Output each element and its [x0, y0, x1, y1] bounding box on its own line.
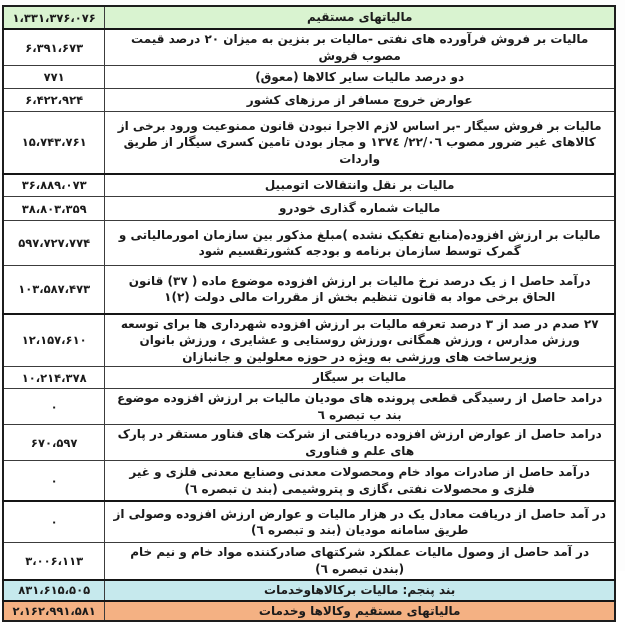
table-row-3 [3, 89, 615, 112]
table-row-8 [3, 266, 615, 314]
table-row-13 [3, 461, 615, 501]
description-cell[interactable]: مالیات بر ارزش افزوده(منابع تفکیک نشده )مبلغ مذکور بین سازمان امورمالیاتی و گمرک توسط سازمان برنامه و بودجه کشورتقسیم شود [105, 221, 615, 266]
amount-cell[interactable]: ۰ [3, 389, 105, 425]
amount-cell[interactable]: ۲،۱۶۲،۹۹۱،۵۸۱ [3, 601, 105, 622]
description-cell[interactable]: مالیاتهای مستقیم وکالاها وخدمات [105, 601, 615, 622]
amount-cell[interactable]: ۶،۴۲۲،۹۲۴ [3, 89, 105, 112]
description-cell[interactable]: در آمد حاصل از وصول مالیات عملکرد شرکتهای صادرکننده مواد خام و نیم خام (بندن تبصره ٦) [105, 543, 615, 580]
table-row-16 [3, 580, 615, 601]
description-cell[interactable]: درآمد حاصل ا ز یک درصد نرخ مالیات بر ارزش افزوده موضوع ماده ( ۳۷) قانون الحاق برخی مواد به قانون تنظیم بخش از مقررات مالی دولت (۲)۱ [105, 266, 615, 314]
description-cell[interactable]: عوارض خروج مسافر از مرزهای کشور [105, 89, 615, 112]
amount-cell[interactable]: ۸۳۱،۶۱۵،۵۰۵ [3, 580, 105, 601]
table-row-10 [3, 367, 615, 389]
description-cell[interactable]: در آمد حاصل از دریافت معادل یک در هزار مالیات و عوارض ارزش افزوده وصولی از طریق سامانه مودیان (بند و تبصره ٦) [105, 501, 615, 543]
amount-cell[interactable]: ۶،۳۹۱،۶۷۳ [3, 29, 105, 66]
description-cell[interactable]: بند پنجم: مالیات برکالاهاوخدمات [105, 580, 615, 601]
amount-cell[interactable]: ۶۷۰،۵۹۷ [3, 425, 105, 461]
table-row-0 [3, 6, 615, 29]
description-cell[interactable]: مالیات بر فروش سیگار -بر اساس لازم الاجرا نبودن قانون ممنوعیت ورود برخی از کالاهای غیر ضرور مصوب ٢٢/٠٦/ ١٣٧٤ و مجاز بودن تامین کسری سیگار از طریق واردات [105, 112, 615, 174]
table-row-17 [3, 601, 615, 622]
table-row-14 [3, 501, 615, 543]
description-cell[interactable]: دو درصد مالیات سایر کالاها (معوق) [105, 66, 615, 89]
description-cell[interactable]: مالیات بر فروش فرآورده های نفتی -مالیات بر بنزین به میزان ۲۰ درصد قیمت مصوب فروش [105, 29, 615, 66]
amount-cell[interactable]: ۱۰۳،۵۸۷،۴۷۳ [3, 266, 105, 314]
amount-cell[interactable]: ۱۵،۷۴۳،۷۶۱ [3, 112, 105, 174]
table-row-2 [3, 66, 615, 89]
table-row-6 [3, 197, 615, 221]
amount-cell[interactable]: ۱۰،۲۱۴،۳۷۸ [3, 367, 105, 389]
description-cell[interactable]: مالیات شماره گذاری خودرو [105, 197, 615, 221]
description-cell[interactable]: درامد حاصل از عوارض ارزش افزوده دریافتی از شرکت های فناور مستقر در پارک های علم و فناوری [105, 425, 615, 461]
table-row-15 [3, 543, 615, 580]
table-row-4 [3, 112, 615, 174]
table-row-9 [3, 314, 615, 367]
amount-cell[interactable]: ۳۶،۸۸۹،۰۷۳ [3, 174, 105, 197]
description-cell[interactable]: مالیاتهای مستقیم [105, 6, 615, 29]
amount-cell[interactable]: ۱،۳۳۱،۳۷۶،۰۷۶ [3, 6, 105, 29]
amount-cell[interactable]: ۰ [3, 461, 105, 501]
amount-cell[interactable]: ۷۷۱ [3, 66, 105, 89]
table-row-12 [3, 425, 615, 461]
description-cell[interactable]: ۲۷ صدم در صد از ۳ درصد تعرفه مالیات بر ارزش افزوده شهرداری ها برای توسعه ورزش مدارس ، ورزش همگانی ،ورزش روستایی و عشایری ، ورزش بانوان وزیرساخت های ورزشی به ویژه در حوزه معلولین و جانبازان [105, 314, 615, 367]
amount-cell[interactable]: ۳،۰۰۶،۱۱۳ [3, 543, 105, 580]
description-cell[interactable]: درامد حاصل از رسیدگی قطعی پرونده های مودیان مالیات بر ارزش افزوده موضوع بند ب تبصره ٦ [105, 389, 615, 425]
amount-cell[interactable]: ۳۸،۸۰۳،۳۵۹ [3, 197, 105, 221]
amount-cell[interactable]: ۱۲،۱۵۷،۶۱۰ [3, 314, 105, 367]
table-row-7 [3, 221, 615, 266]
description-cell[interactable]: درآمد حاصل از صادرات مواد خام ومحصولات معدنی وصنایع معدنی فلزی و غیر فلزی و محصولات نفتی ،گازی و پتروشیمی (بند ن تبصره ٦) [105, 461, 615, 501]
amount-cell[interactable]: ۵۹۷،۷۲۷،۷۷۴ [3, 221, 105, 266]
amount-cell[interactable]: ۰ [3, 501, 105, 543]
description-cell[interactable]: مالیات بر سیگار [105, 367, 615, 389]
table-row-11 [3, 389, 615, 425]
tax-table [2, 5, 616, 622]
table-row-1 [3, 29, 615, 66]
table-row-5 [3, 174, 615, 197]
description-cell[interactable]: مالیات بر نقل وانتقالات اتومبیل [105, 174, 615, 197]
tax-table-body [3, 6, 615, 621]
